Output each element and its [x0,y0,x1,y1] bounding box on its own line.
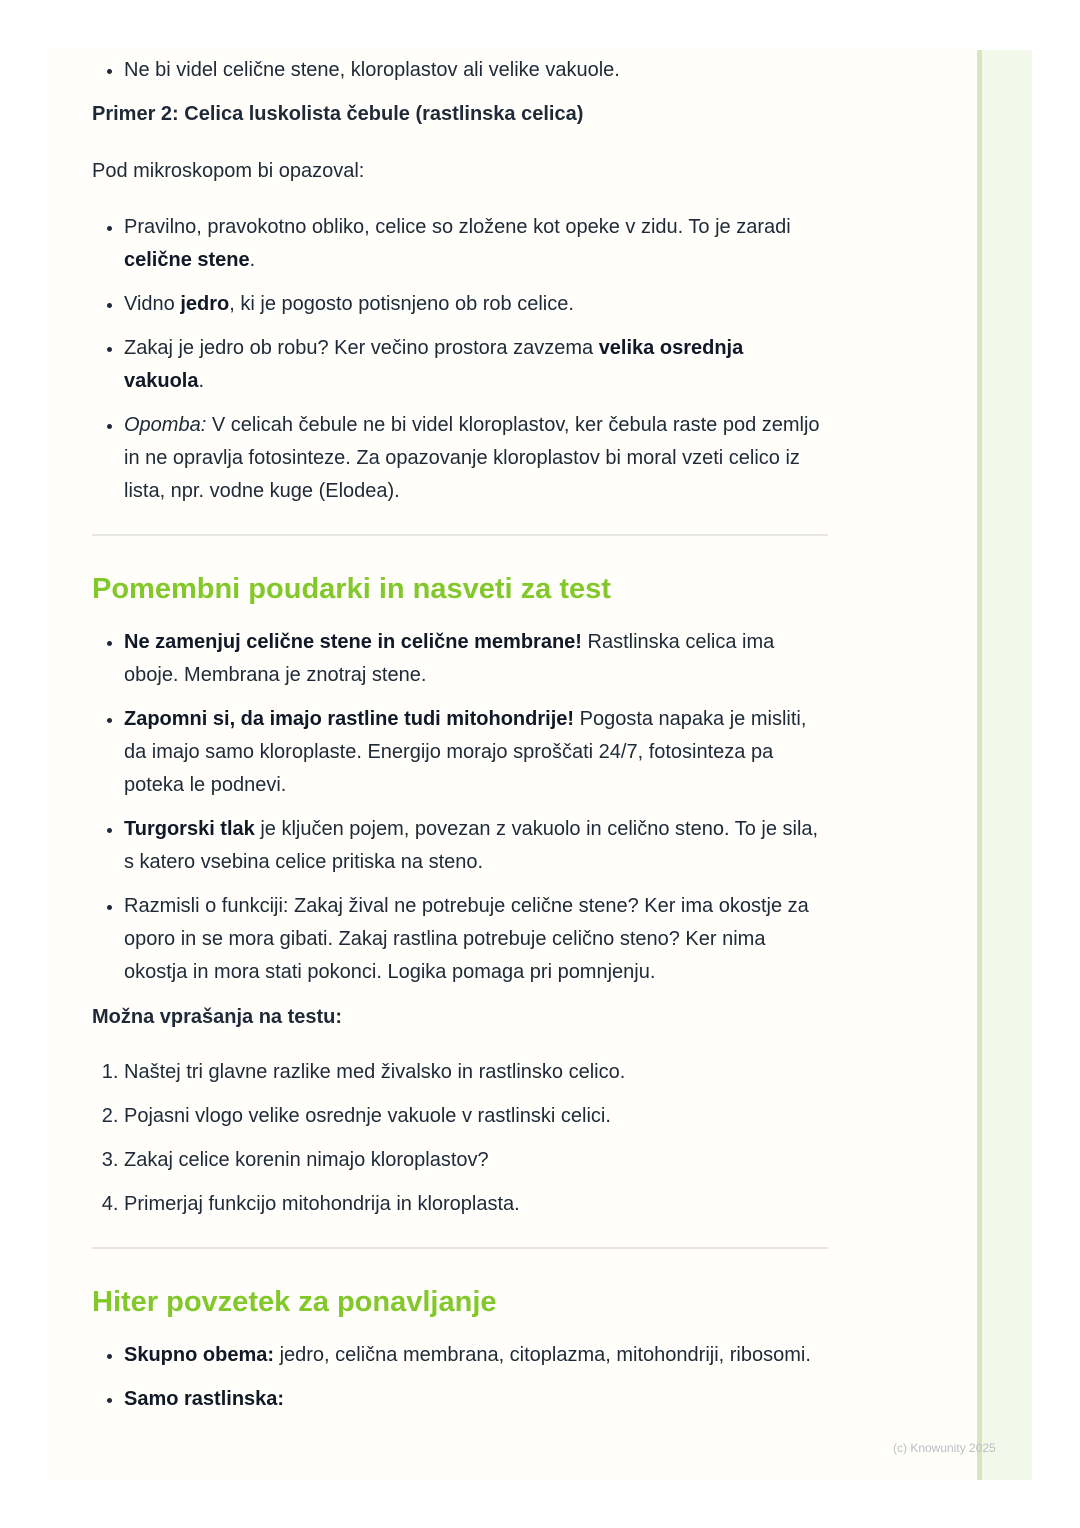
document-page [48,48,977,1480]
example2-heading: Primer 2: Celica luskolista čebule (rastlinska celica) [92,103,584,125]
bold-term: Turgorski tlak [124,818,255,840]
list-item: • Ne zamenjuj celične stene in celične membrane! Rastlinska celica ima oboje. Membrana je znotraj stene. [124,626,828,692]
example2-intro: Pod mikroskopom bi opazoval: [92,160,365,182]
example2-list [92,211,828,508]
list-item: • Zakaj je jedro ob robu? Ker večino prostora zavzema velika osrednja vakuola. [124,332,828,398]
bold-term: jedro [180,293,230,315]
tips-heading: Pomembni poudarki in nasveti za test [92,573,611,605]
list-item: • Zapomni si, da imajo rastline tudi mitohondrije! Pogosta napaka je misliti, da imajo samo kloroplaste. Energijo morajo sproščati 24/7, fotosinteza pa poteka le podnevi. [124,703,828,802]
list-item: • Vidno jedro, ki je pogosto potisnjeno ob rob celice. [124,288,828,321]
list-item [124,1383,828,1416]
top-bullet-list [92,54,828,87]
list-item: 2. Pojasni vlogo velike osrednje vakuole v rastlinski celici. [124,1100,828,1133]
list-item: • Razmisli o funkciji: Zakaj žival ne potrebuje celične stene? Ker ima okostje za oporo in se mora gibati. Zakaj rastlina potrebuje celično steno? Ker nima okostja in mora stati pokonci. Logika pomaga pri pomnjenju. [124,890,828,989]
list-item: • Skupno obema: jedro, celična membrana, citoplazma, mitohondriji, ribosomi. [124,1339,828,1372]
list-item: 4. Primerjaj funkcijo mitohondrija in kloroplasta. [124,1188,828,1221]
bold-term: Skupno obema: [124,1344,275,1366]
tips-list [92,626,828,989]
summary-heading: Hiter povzetek za ponavljanje [92,1286,497,1318]
bold-term: Zapomni si, da imajo rastline tudi mitohondrije! [124,708,575,730]
italic-note: Opomba: [124,414,207,436]
bold-term: velika osrednja vakuola [124,337,744,392]
divider [92,534,828,536]
list-item: • Turgorski tlak je ključen pojem, povezan z vakuolo in celično steno. To je sila, s katero vsebina celice pritiska na steno. [124,813,828,879]
questions-list [92,1056,828,1221]
margin-rail [977,50,1032,1480]
divider [92,1247,828,1249]
bold-term: celične stene [124,249,250,271]
watermark: (c) Knowunity 2025 [893,1441,996,1455]
questions-heading: Možna vprašanja na testu: [92,1006,343,1028]
list-item: • Pravilno, pravokotno obliko, celice so zložene kot opeke v zidu. To je zaradi celične stene. [124,211,828,277]
list-item: 1. Naštej tri glavne razlike med živalsko in rastlinsko celico. [124,1056,828,1089]
list-item: 3. Zakaj celice korenin nimajo kloroplastov? [124,1144,828,1177]
list-item: • Opomba: V celicah čebule ne bi videl kloroplastov, ker čebula raste pod zemljo in ne opravlja fotosinteze. Za opazovanje kloroplastov bi moral vzeti celico iz lista, npr. vodne kuge (Elodea). [124,409,828,508]
bold-term: Samo rastlinska: [124,1388,285,1410]
list-item: • Ne bi videl celične stene, kloroplastov ali velike vakuole. [124,54,828,87]
bold-term: Ne zamenjuj celične stene in celične membrane! [124,631,582,653]
summary-list [92,1339,828,1416]
document-content [92,48,828,1427]
